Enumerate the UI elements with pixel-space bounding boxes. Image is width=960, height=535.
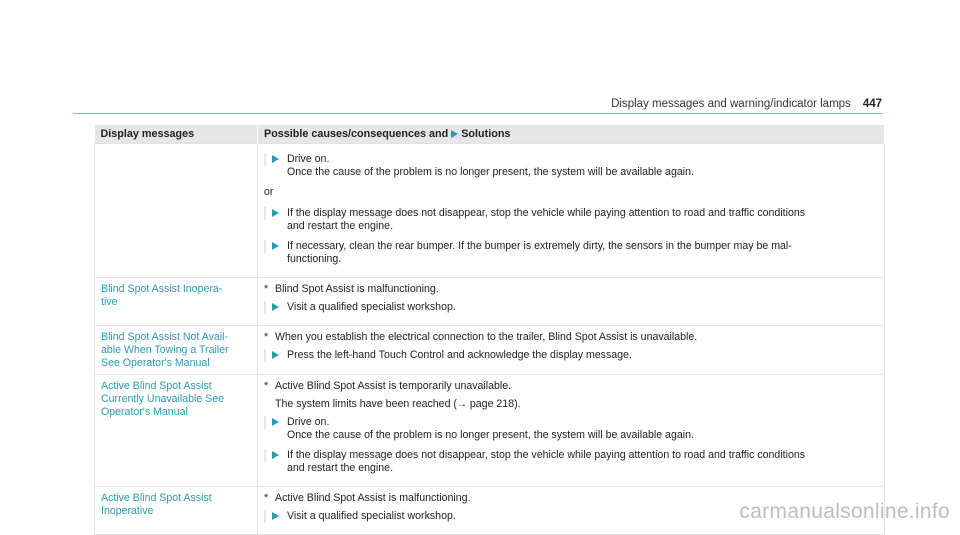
solution-step — [264, 301, 878, 314]
step-text: If the display message does not disappear, stop the vehicle while paying attention to road and traffic conditions — [287, 449, 806, 461]
step-arrow-icon — [272, 155, 279, 163]
table-row — [95, 326, 885, 375]
message-name-line: Blind Spot Assist Not Avail- — [101, 331, 228, 343]
solution-step — [264, 349, 878, 362]
header-rule — [73, 113, 883, 114]
step-text: and restart the engine. — [287, 462, 394, 474]
message-name-line: Active Blind Spot Assist — [101, 492, 212, 504]
table-row — [95, 375, 885, 487]
cause-text: Active Blind Spot Assist is malfunctioning. — [275, 492, 471, 504]
cause-text: Blind Spot Assist is malfunctioning. — [275, 283, 439, 295]
cause-text: When you establish the electrical connection to the trailer, Blind Spot Assist is unavailable. — [275, 331, 698, 343]
message-name-cell — [95, 487, 258, 535]
page-header — [600, 98, 882, 110]
step-arrow-icon — [272, 209, 279, 217]
step-text: Visit a qualified specialist workshop. — [287, 510, 456, 522]
table-header-row — [95, 125, 885, 144]
cause-marker: * — [264, 492, 269, 504]
cause-item — [264, 283, 878, 296]
col-header-causes: Possible causes/consequences and — [264, 128, 449, 140]
solution-cell — [258, 278, 885, 326]
page-number: 447 — [862, 98, 882, 110]
step-text: If the display message does not disappear, stop the vehicle while paying attention to road and traffic conditions — [287, 207, 806, 219]
message-name-line: Active Blind Spot Assist — [101, 380, 212, 392]
message-name-line: Currently Unavailable See — [101, 393, 225, 405]
message-name-cell — [95, 278, 258, 326]
solution-step — [264, 207, 878, 233]
solution-step — [264, 416, 878, 442]
cause-text: Active Blind Spot Assist is temporarily unavailable. — [275, 380, 512, 392]
step-text: Visit a qualified specialist workshop. — [287, 301, 456, 313]
step-arrow-icon — [272, 451, 279, 459]
solution-step — [264, 240, 878, 266]
step-text: Press the left-hand Touch Control and acknowledge the display message. — [287, 349, 632, 361]
message-name-line: Blind Spot Assist Inopera- — [101, 283, 223, 295]
solution-arrow-icon — [451, 130, 458, 138]
message-name-line: See Operator's Manual — [101, 357, 210, 369]
step-arrow-icon — [272, 303, 279, 311]
message-name-line: Inoperative — [101, 505, 154, 517]
step-arrow-icon — [272, 242, 279, 250]
col-header-solutions: Solutions — [461, 128, 511, 140]
cause-item — [264, 380, 878, 393]
col-header-display-messages: Display messages — [95, 125, 258, 144]
table-row — [95, 278, 885, 326]
table-row — [95, 144, 885, 278]
step-text: Drive on. — [287, 416, 330, 428]
step-text: Once the cause of the problem is no longer present, the system will be available again. — [287, 166, 694, 178]
display-messages-table — [94, 125, 885, 535]
step-text: Drive on. — [287, 153, 330, 165]
solution-cell — [258, 326, 885, 375]
watermark: carmanualsonline.info — [739, 500, 950, 523]
cause-note: The system limits have been reached (→ page 218). — [275, 398, 521, 410]
message-name-line: Operator's Manual — [101, 406, 188, 418]
cause-marker: * — [264, 380, 269, 392]
message-name-cell — [95, 375, 258, 487]
message-name-line: tive — [101, 296, 118, 308]
step-text: If necessary, clean the rear bumper. If the bumper is extremely dirty, the sensors in the bumper may be mal- — [287, 240, 792, 252]
message-name-cell — [95, 326, 258, 375]
step-text: functioning. — [287, 253, 342, 265]
step-text: and restart the engine. — [287, 220, 394, 232]
solution-step — [264, 153, 878, 179]
or-text: or — [264, 186, 274, 198]
solution-cell — [258, 144, 885, 278]
cause-marker: * — [264, 331, 269, 343]
message-name-line: able When Towing a Trailer — [101, 344, 229, 356]
cause-marker: * — [264, 283, 269, 295]
header-title: Display messages and warning/indicator lamps — [611, 98, 851, 110]
step-arrow-icon — [272, 512, 279, 520]
solution-cell — [258, 375, 885, 487]
page-reference-arrow: → — [456, 399, 467, 410]
cause-item — [264, 331, 878, 344]
col-header-causes-solutions — [258, 125, 885, 144]
step-arrow-icon — [272, 418, 279, 426]
step-text: Once the cause of the problem is no longer present, the system will be available again. — [287, 429, 694, 441]
solution-step — [264, 449, 878, 475]
step-arrow-icon — [272, 351, 279, 359]
message-cell-empty — [95, 144, 258, 278]
